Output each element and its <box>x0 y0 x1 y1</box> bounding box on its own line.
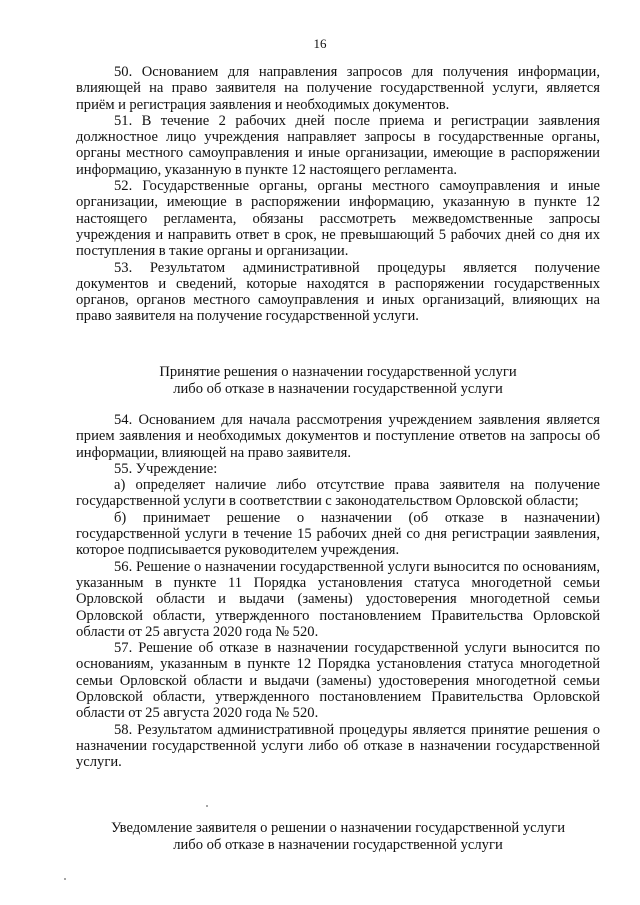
section-heading-line: либо об отказе в назначении государственной услуги <box>173 837 503 853</box>
paragraph-51: 51. В течение 2 рабочих дней после приема и регистрации заявления должностное лицо учреждения направляет запросы в государственные органы, органы местного самоуправления и иные организации, имеющие в распоряжении информацию, указанную в пункте 12 настоящего регламента. <box>76 112 600 178</box>
paragraph-55-a: а) определяет наличие либо отсутствие права заявителя на получение государственной услуги в соответствии с законодательством Орловской области; <box>76 477 600 510</box>
paragraph-55-b: б) принимает решение о назначении (об отказе в назначении) государственной услуги в течение 15 рабочих дней со дня регистрации заявления, которое подписывается руководителем учреждения. <box>76 509 600 559</box>
paragraph-52: 52. Государственные органы, органы местного самоуправления и иные организации, имеющие в распоряжении информацию, указанную в пункте 12 настоящего регламента, обязаны рассмотреть межведомственные запросы учреждения и направить ответ в срок, не превышающий 5 рабочих дней со дня их поступления в такие органы и организации. <box>76 178 600 260</box>
procedure-text-block-1 <box>76 64 600 325</box>
scan-speck <box>64 878 66 880</box>
paragraph-55: 55. Учреждение: <box>114 460 218 477</box>
paragraph-53: 53. Результатом административной процедуры является получение документов и сведений, которые находятся в распоряжении государственных органов, органов местного самоуправления и иных организаций, влияющих на право заявителя на получение государственной услуги. <box>76 259 600 325</box>
section-heading-notification <box>76 820 600 854</box>
section-heading-line: Уведомление заявителя о решении о назначении государственной услуги <box>110 820 566 836</box>
page-number: 16 <box>313 36 327 51</box>
paragraph-58: 58. Результатом административной процедуры является принятие решения о назначении государственной услуги либо об отказе в назначении государственной услуги. <box>76 721 600 771</box>
section-heading-line: Принятие решения о назначении государственной услуги <box>159 364 517 380</box>
paragraph-54: 54. Основанием для начала рассмотрения учреждением заявления является прием заявления и необходимых документов и поступление ответов на запросы об информации, влияющей на право заявителя. <box>76 412 600 461</box>
paragraph-56: 56. Решение о назначении государственной услуги выносится по основаниям, указанным в пункте 11 Порядка установления статуса многодетной семьи Орловской области и выдачи (замены) удостоверения многодетной семьи Орловской области, утвержденного постановлением Правительства Орловской области от 25 августа 2020 года № 520. <box>76 558 600 640</box>
procedure-text-block-2 <box>76 412 600 771</box>
paragraph-50: 50. Основанием для направления запросов для получения информации, влияющей на право заявителя на получение государственной услуги, является приём и регистрация заявления и необходимых документов. <box>76 64 600 113</box>
scan-speck <box>206 805 208 807</box>
section-heading-decision <box>76 364 600 398</box>
section-heading-line: либо об отказе в назначении государственной услуги <box>173 381 503 397</box>
paragraph-57: 57. Решение об отказе в назначении государственной услуги выносится по основаниям, указанным в пункте 12 Порядка установления статуса многодетной семьи Орловской области и выдачи (замены) удостоверения многодетной семьи Орловской области, утвержденного постановлением Правительства Орловской области от 25 августа 2020 года № 520. <box>76 640 600 722</box>
